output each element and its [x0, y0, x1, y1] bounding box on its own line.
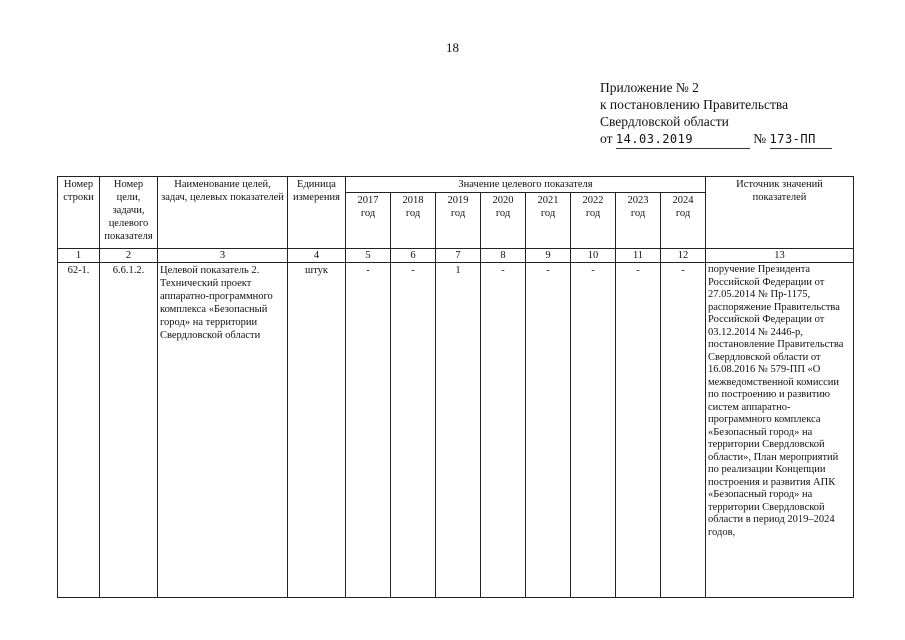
- column-number: 4: [288, 249, 346, 263]
- header-year-2017: 2017 год: [346, 193, 391, 249]
- appendix-block: [600, 79, 832, 149]
- unit-value: штук: [288, 263, 346, 598]
- source-text: поручение Президента Российской Федерации от 27.05.2014 № Пр-1175, распоряжение Правительства Российской Федерации от 03.12.2014 № 2446-р, постановление Правительства Свердловской области от 16.08.2016 № 579-ПП «О межведомственной комиссии по построению и развитию систем аппаратно-программного комплекса «Безопасный город» на территории Свердловской области», План мероприятий по реализации Концепции построения и развития АПК «Безопасный город» на территории Свердловской области в период 2019–2024 годов,: [706, 263, 854, 598]
- header-year-2023: 2023 год: [616, 193, 661, 249]
- value-2021: -: [526, 263, 571, 598]
- appendix-line-2: к постановлению Правительства: [600, 97, 789, 112]
- column-number: 7: [436, 249, 481, 263]
- value-2020: -: [481, 263, 526, 598]
- header-year-2024: 2024 год: [661, 193, 706, 249]
- column-number: 3: [158, 249, 288, 263]
- column-number: 5: [346, 249, 391, 263]
- header-year-2021: 2021 год: [526, 193, 571, 249]
- column-number: 8: [481, 249, 526, 263]
- header-goal-no: Номер цели, задачи, целевого показателя: [100, 177, 158, 249]
- appendix-title: Приложение № 2: [600, 80, 699, 95]
- header-year-2019: 2019 год: [436, 193, 481, 249]
- table-row: [58, 263, 854, 598]
- header-row-no: Номер строки: [58, 177, 100, 249]
- column-number: 2: [100, 249, 158, 263]
- goal-number: 6.6.1.2.: [100, 263, 158, 598]
- column-number: 13: [706, 249, 854, 263]
- indicator-table: [57, 176, 854, 598]
- column-number: 1: [58, 249, 100, 263]
- column-number: 9: [526, 249, 571, 263]
- column-number-row: [58, 249, 854, 263]
- column-number: 6: [391, 249, 436, 263]
- number-prefix: №: [753, 131, 767, 146]
- row-number: 62-1.: [58, 263, 100, 598]
- value-2017: -: [346, 263, 391, 598]
- appendix-line-3: Свердловской области: [600, 114, 729, 129]
- header-name: Наименование целей, задач, целевых показателей: [158, 177, 288, 249]
- value-2022: -: [571, 263, 616, 598]
- indicator-name: Целевой показатель 2. Технический проект аппаратно-программного комплекса «Безопасный город» на территории Свердловской области: [158, 263, 288, 598]
- date-value: 14.03.2019: [615, 132, 694, 146]
- appendix-date-row: [600, 130, 832, 149]
- value-2024: -: [661, 263, 706, 598]
- header-value-group: Значение целевого показателя: [346, 177, 706, 193]
- date-prefix: от: [600, 131, 613, 146]
- value-2023: -: [616, 263, 661, 598]
- value-2018: -: [391, 263, 436, 598]
- column-number: 12: [661, 249, 706, 263]
- header-unit: Единица измерения: [288, 177, 346, 249]
- header-year-2022: 2022 год: [571, 193, 616, 249]
- column-number: 10: [571, 249, 616, 263]
- header-row-1: [58, 177, 854, 193]
- header-year-2018: 2018 год: [391, 193, 436, 249]
- page-number: 18: [446, 40, 459, 55]
- value-2019: 1: [436, 263, 481, 598]
- column-number: 11: [616, 249, 661, 263]
- header-source: Источник значений показателей: [706, 177, 854, 249]
- header-year-2020: 2020 год: [481, 193, 526, 249]
- number-value: 173-ПП: [769, 132, 816, 146]
